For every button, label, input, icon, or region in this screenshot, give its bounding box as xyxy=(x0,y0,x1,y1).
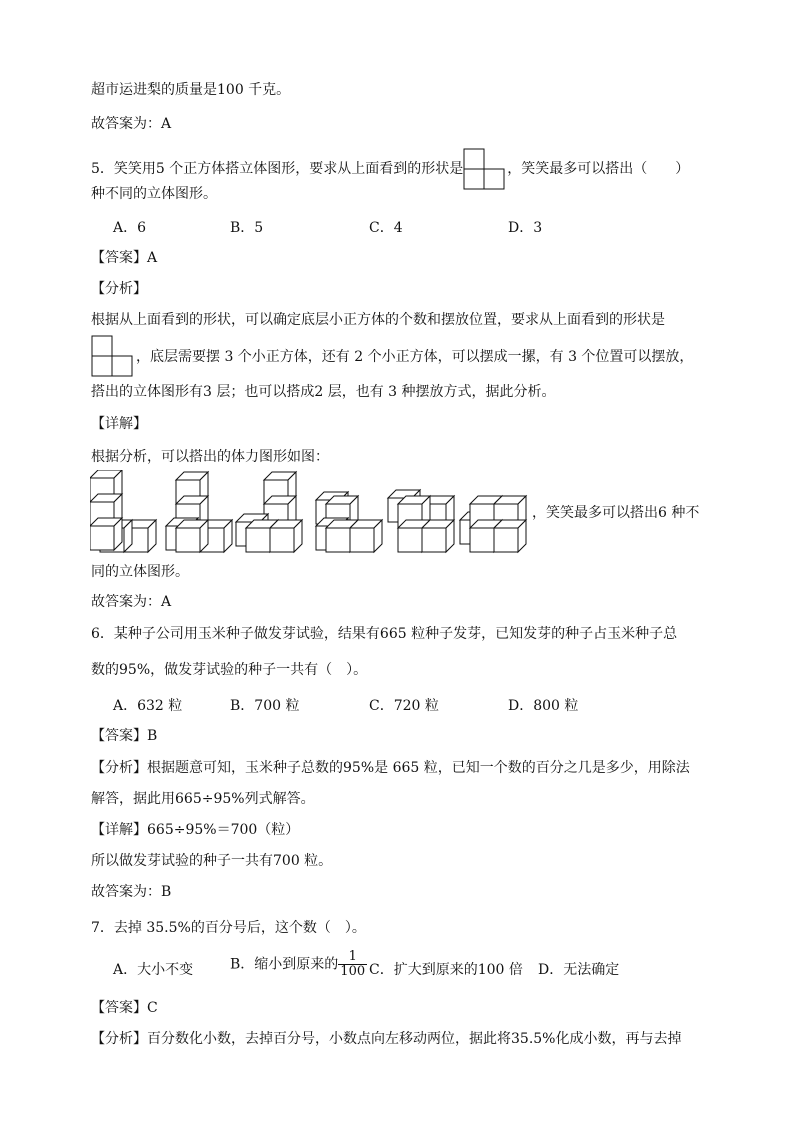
fraction-numerator: 1 xyxy=(348,949,357,964)
option-d[interactable]: D．无法确定 xyxy=(538,962,620,978)
top-view-shape-icon xyxy=(91,335,135,377)
detail-heading: 【详解】 xyxy=(91,416,147,432)
option-d[interactable]: D．800 粒 xyxy=(508,698,579,714)
option-b[interactable]: B．5 xyxy=(230,220,264,236)
answer-label: 【答案】B xyxy=(91,728,158,744)
question-7-stem: 7．去掉 35.5%的百分号后，这个数（ ）。 xyxy=(91,920,366,936)
analysis-text: 根据从上面看到的形状，可以确定底层小正方体的个数和摆放位置，要求从上面看到的形状是 xyxy=(91,312,665,328)
cube-structure-icon xyxy=(460,496,526,552)
analysis-text: 【分析】百分数化小数，去掉百分号，小数点向左移动两位，据此将35.5%化成小数，再与去掉 xyxy=(91,1031,682,1047)
option-c[interactable]: C．4 xyxy=(369,220,403,236)
cube-structure-icon xyxy=(388,490,454,552)
option-a[interactable]: A．632 粒 xyxy=(113,698,183,714)
answer-conclusion: 故答案为：B xyxy=(91,884,172,900)
analysis-heading: 【分析】 xyxy=(91,281,147,297)
question-5-text-c: 种不同的立体图形。 xyxy=(91,186,217,202)
option-a[interactable]: A．大小不变 xyxy=(113,962,194,978)
option-b[interactable] xyxy=(230,950,367,979)
analysis-text: 解答，据此用665÷95%列式解答。 xyxy=(91,791,315,807)
detail-text: 同的立体图形。 xyxy=(91,564,189,580)
cube-structure-icon xyxy=(90,470,156,552)
option-c[interactable]: C．扩大到原来的100 倍 xyxy=(369,962,523,978)
cube-structure-icon xyxy=(316,492,382,552)
question-6-stem: 6．某种子公司用玉米种子做发芽试验，结果有665 粒种子发芽，已知发芽的种子占玉米种子总 xyxy=(91,626,678,642)
analysis-text: 【分析】根据题意可知，玉米种子总数的95%是 665 粒，已知一个数的百分之几是多少，用除法 xyxy=(91,760,690,776)
answer-conclusion: 故答案为：A xyxy=(91,594,172,610)
fraction xyxy=(338,950,367,979)
analysis-text: ，底层需要摆 3 个小正方体，还有 2 个小正方体，可以摆成一摞，有 3 个位置可以摆放， xyxy=(136,349,694,365)
answer-label: 【答案】C xyxy=(91,1000,158,1016)
cube-structures-figure xyxy=(90,470,530,554)
question-6-stem: 数的95%，做发芽试验的种子一共有（ ）。 xyxy=(91,662,368,678)
option-a[interactable]: A．6 xyxy=(113,220,147,236)
cube-structure-icon xyxy=(166,472,232,552)
answer-label: 【答案】A xyxy=(91,250,158,266)
detail-text: 根据分析，可以搭出的体力图形如图： xyxy=(91,449,329,465)
option-c[interactable]: C．720 粒 xyxy=(369,698,439,714)
detail-text: 所以做发芽试验的种子一共有700 粒。 xyxy=(91,853,333,869)
fraction-denominator: 100 xyxy=(340,964,366,979)
text-line: 超市运进梨的质量是100 千克。 xyxy=(91,82,291,98)
cube-structure-icon xyxy=(236,472,302,552)
answer-conclusion: 故答案为：A xyxy=(91,116,172,132)
detail-text: ，笑笑最多可以搭出6 种不 xyxy=(532,505,700,521)
analysis-text: 搭出的立体图形有3 层；也可以搭成2 层，也有 3 种摆放方式，据此分析。 xyxy=(91,384,556,400)
option-d[interactable]: D．3 xyxy=(508,220,543,236)
question-5-text-a: 5．笑笑用5 个正方体搭立体图形，要求从上面看到的形状是 xyxy=(91,161,464,177)
option-b-text: B．缩小到原来的 xyxy=(230,956,339,973)
top-view-shape-icon xyxy=(463,148,507,190)
option-b[interactable]: B．700 粒 xyxy=(230,698,300,714)
question-5-text-b: ，笑笑最多可以搭出（ ） xyxy=(507,161,690,177)
detail-text: 【详解】665÷95%＝700（粒） xyxy=(91,822,300,838)
